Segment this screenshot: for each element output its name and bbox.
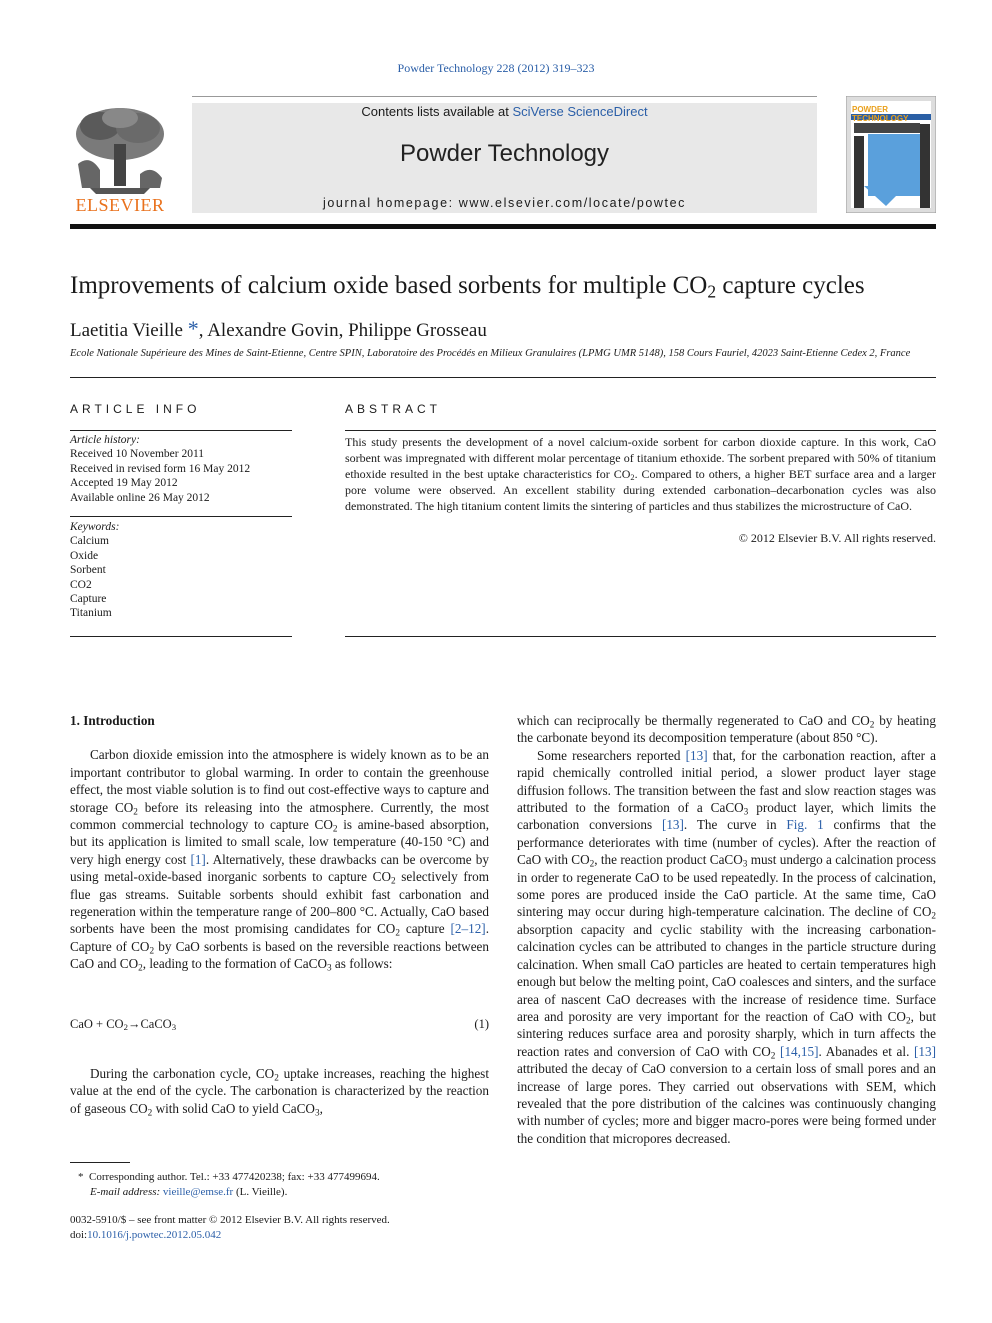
reference-link[interactable]: [14,15] bbox=[780, 1043, 819, 1059]
article-info-rule bbox=[70, 430, 292, 431]
keywords-rule bbox=[70, 516, 292, 517]
email-link[interactable]: vieille@emse.fr bbox=[162, 1186, 234, 1198]
abstract-heading: ABSTRACT bbox=[345, 402, 442, 416]
corresponding-footnote: * Corresponding author. Tel.: +33 477420238; fax: +33 477499694. E-mail address: vieille@emse.fr (L. Vieille). bbox=[78, 1171, 380, 1198]
equation-1: CaO + $CO_2\to CaCO_3$ (1) bbox=[70, 1017, 489, 1033]
keyword: Sorbent bbox=[70, 564, 106, 577]
reference-link[interactable]: [13] bbox=[685, 747, 708, 763]
abstract-copyright: © 2012 Elsevier B.V. All rights reserved. bbox=[738, 531, 936, 545]
author-list: Laetitia Vieille *, Alexandre Govin, Philippe Grosseau bbox=[70, 316, 487, 341]
affiliation: Ecole Nationale Supérieure des Mines de Saint-Etienne, Centre SPIN, Laboratoire des Procédés en Milieux Granulaires (LPMG UMR 5148), 158 Cours Fauriel, 42023 Saint-Etienne Cedex 2, France bbox=[70, 348, 911, 359]
reference-link[interactable]: [13] bbox=[914, 1043, 937, 1059]
keyword: Calcium bbox=[70, 535, 109, 548]
right-column bbox=[517, 712, 936, 1147]
abstract-text: This study presents the development of a novel calcium-oxide sorbent for carbon dioxide capture. In this work, CaO sorbent was impregnated with different molar percentage of titanium ethoxide. The sorbent prepared with 50% of titanium ethoxide resulted in the best uptake characteristics for $CO_2$. Compared to others, a higher BET surface area and a larger pore volume were observed. An excellent stability during extended carbonation–decarbonation cycles was also demonstrated. The high titanium content limits the sintering of particles and thus stabilizes the microstructure of CaO. bbox=[345, 435, 937, 513]
paragraph: Some researchers reported [13] that, for the carbonation reaction, after a rapid chemically controlled initial period, a slower product layer stage diffusion follows. The transition between the fast and slow reaction stages was attributed to the formation of a CaCO$_3$ product layer, which limits the carbonation conversions [13]. The curve in Fig. 1 confirms that the performance deteriorates with time (number of cycles). After the reaction of CaO with $CO_2$, the reaction product CaCO$_3$ must undergo a calcination process in order to regenerate CaO to be used repeatedly. In the process of calcination, some pores are produced inside the CaO particle. At the same time, CaO sintering may occur during high-temperature calcination. The decline of $CO_2$ absorption capacity and cyclic stability with the increasing carbonation-calcination cycles can be attributed to changes in the particle structure during calcination. When small CaO particles are heated to certain temperatures high enough but below the melting point, CaO coalesces and sinters, and the surface area of nascent CaO decreases with the increase of residence time. Surface area and porosity are very important for the reaction of CaO with $CO_2$, but sintering reduces surface area and porosity sharply, which in turn affects the reaction rates and conversion of CaO with $CO_2$ [14,15]. Abanades et al. [13] attributed the decay of CaO conversion to a certain loss of small pores and an increase of large pores. They carried out observations with SEM, which revealed that the pore distribution of the calcines was continuously changing with number of cycles; more and bigger macro-pores were being formed under the condition that micropores decreased. bbox=[517, 747, 937, 1146]
left-column bbox=[70, 712, 489, 973]
reference-link[interactable]: [13] bbox=[661, 817, 684, 833]
reference-link[interactable]: [1] bbox=[190, 851, 206, 867]
reference-link[interactable]: [2–12] bbox=[450, 921, 486, 937]
title-rule bbox=[70, 377, 936, 378]
article-history: Article history: Received 10 November 2011 Received in revised form 16 May 2012 Accepted 19 May 2012 Available online 26 May 2012 bbox=[70, 434, 251, 504]
contents-line: Contents lists available at SciVerse ScienceDirect bbox=[361, 104, 648, 119]
journal-citation[interactable]: Powder Technology 228 (2012) 319–323 bbox=[397, 61, 595, 75]
article-title: Improvements of calcium oxide based sorbents for multiple $CO_2$ capture cycles bbox=[70, 272, 865, 302]
elsevier-wordmark: ELSEVIER bbox=[75, 195, 165, 215]
figure-link[interactable]: Fig. 1 bbox=[786, 817, 824, 833]
paragraph: which can reciprocally be thermally regenerated to CaO and $CO_2$ by heating the carbonate beyond its decomposition temperature (about 850 °C). bbox=[517, 713, 936, 746]
front-matter: 0032-5910/$ – see front matter © 2012 Elsevier B.V. All rights reserved. doi:10.1016/j.powtec.2012.05.042 bbox=[70, 1214, 390, 1241]
keyword: Titanium bbox=[70, 607, 112, 620]
cover-title: POWDER TECHNOLOGY bbox=[852, 105, 909, 123]
keyword: CO2 bbox=[70, 578, 92, 591]
abstract-rule bbox=[345, 430, 936, 431]
elsevier-tree-logo bbox=[70, 104, 170, 196]
section-heading-introduction: 1. Introduction bbox=[70, 713, 155, 728]
corresponding-author-link[interactable]: * bbox=[187, 316, 199, 341]
info-bottom-rule bbox=[70, 636, 292, 637]
masthead-top-rule bbox=[192, 96, 817, 97]
doi-link[interactable]: 10.1016/j.powtec.2012.05.042 bbox=[87, 1229, 222, 1241]
keywords: Keywords: Calcium Oxide Sorbent CO2 Capture Titanium bbox=[70, 520, 292, 621]
left-column-continued bbox=[70, 1065, 489, 1117]
article-info-heading: ARTICLE INFO bbox=[70, 402, 201, 416]
footnote-rule bbox=[70, 1162, 130, 1163]
keyword: Oxide bbox=[70, 549, 99, 562]
journal-name: Powder Technology bbox=[399, 140, 610, 167]
keyword: Capture bbox=[70, 593, 107, 606]
paragraph: Carbon dioxide emission into the atmosphere is widely known as to be an important contributor to global warming. In order to contain the greenhouse effect, the most viable solution is to find out cost-effective ways to capture and storage $CO_2$ before its releasing into the atmosphere. Currently, the most common commercial technology to capture $CO_2$ is amine-based absorption, but its application is limited to small scale, low temperature (40-150 °C) and very high energy cost [1]. Alternatively, these drawbacks can be overcome by using metal-oxide-based inorganic sorbents to capture $CO_2$ selectively from flue gas streams. Suitable sorbents should exhibit fast carbonation and regeneration within the temperature range of 200–800 °C. Actually, CaO based sorbents have been the most promising candidates for $CO_2$ capture [2–12]. Capture of $CO_2$ by CaO sorbents is based on the reversible reactions between CaO and $CO_2$, leading to the formation of CaCO$_3$ as follows: bbox=[70, 747, 490, 973]
abstract-bottom-rule bbox=[345, 636, 936, 637]
journal-homepage[interactable]: journal homepage: www.elsevier.com/locate/powtec bbox=[322, 196, 687, 210]
equation-number: (1) bbox=[474, 1017, 489, 1031]
paragraph: During the carbonation cycle, $CO_2$ uptake increases, reaching the highest value at the end of the cycle. The carbonation is characterized by the reaction of gaseous $CO_2$ with solid CaO to yield CaCO$_3$, bbox=[70, 1066, 489, 1118]
header-thick-rule bbox=[70, 224, 936, 229]
sciencedirect-link[interactable]: SciVerse ScienceDirect bbox=[512, 104, 648, 119]
